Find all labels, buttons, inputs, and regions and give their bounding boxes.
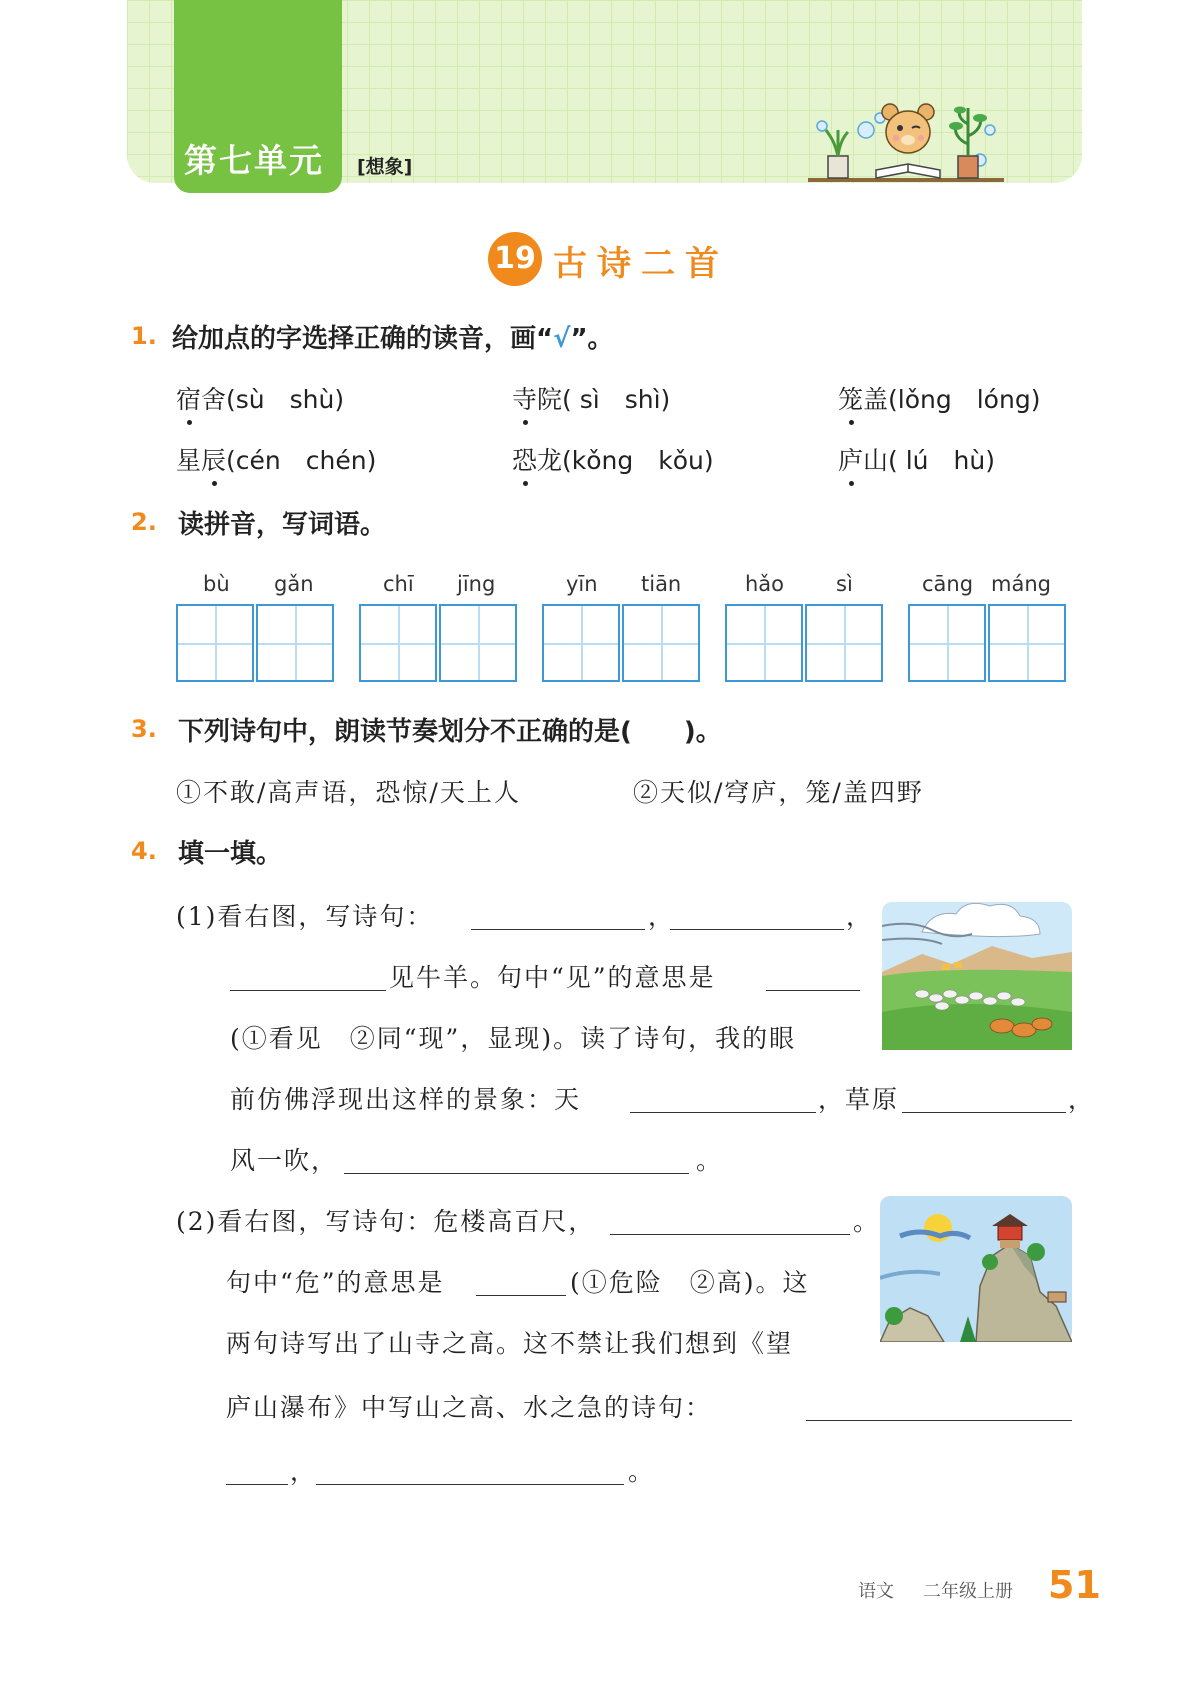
q4-1-line5: 风一吹， [230, 1146, 339, 1175]
q4-1-line4-grass: ，草原 [818, 1085, 900, 1114]
pinyin-bu: bù [203, 572, 230, 596]
footer-grade: 二年级上册 [923, 1581, 1013, 1602]
pinyin-jing: jīng [457, 572, 496, 596]
q1-item-longgai: 笼盖(lǒng lóng) [838, 385, 1041, 414]
answer-blank[interactable] [630, 1112, 816, 1113]
pinyin-si: sì [836, 572, 853, 596]
pinyin-hao: hǎo [745, 572, 785, 596]
answer-blank[interactable] [610, 1234, 850, 1235]
q4-1-comma: ， [648, 902, 676, 931]
q4-2-line5-comma: ， [290, 1457, 318, 1486]
q4-1-line4-comma: ， [1068, 1085, 1096, 1114]
q3-option-2: ②天似/穹庐，笼/盖四野 [633, 778, 924, 807]
writing-box[interactable] [542, 604, 620, 682]
lesson-number-badge: 19 [488, 232, 542, 286]
q1-item-konglong: 恐龙(kǒng kǒu) [512, 446, 714, 475]
writing-box[interactable] [176, 604, 254, 682]
answer-blank[interactable] [902, 1112, 1066, 1113]
q4-1-line2: 见牛羊。句中“见”的意思是 [389, 963, 716, 992]
pinyin-gan: gǎn [274, 572, 314, 596]
unit-title: 第七单元 [184, 141, 324, 180]
answer-blank[interactable] [344, 1173, 689, 1174]
grassland-cattle-sheep-image [882, 902, 1072, 1050]
pinyin-tian: tiān [641, 572, 682, 596]
writing-box[interactable] [359, 604, 437, 682]
answer-blank[interactable] [670, 929, 844, 930]
q4-2-line2: 句中“危”的意思是 [226, 1268, 445, 1297]
answer-blank[interactable] [766, 990, 860, 991]
q1-item-lushan: 庐山( lú hù) [838, 446, 995, 475]
q3-option-1: ①不敢/高声语，恐惊/天上人 [176, 778, 521, 807]
mountain-temple-image [880, 1196, 1072, 1342]
q2-prompt: 读拼音，写词语。 [178, 510, 387, 540]
q4-1-line5-period: 。 [696, 1146, 724, 1175]
answer-blank[interactable] [806, 1420, 1072, 1421]
writing-box[interactable] [622, 604, 700, 682]
q1-prompt: 给加点的字选择正确的读音，画“√”。 [172, 324, 614, 354]
writing-box[interactable] [805, 604, 883, 682]
bear-reading-illustration [808, 100, 1008, 184]
pinyin-mang: máng [991, 572, 1051, 596]
page-number: 51 [1048, 1563, 1101, 1607]
q2-number: 2. [131, 508, 157, 536]
q3-number: 3. [131, 715, 157, 743]
q1-item-xingchen: 星辰(cén chén) [176, 446, 377, 475]
answer-blank[interactable] [226, 1484, 288, 1485]
answer-blank[interactable] [476, 1295, 566, 1296]
q4-number: 4. [131, 837, 157, 865]
writing-box[interactable] [256, 604, 334, 682]
writing-box[interactable] [439, 604, 517, 682]
q1-number: 1. [131, 322, 157, 350]
lesson-title: 古诗二首 [553, 244, 729, 284]
q1-item-siyuan: 寺院( sì shì) [512, 385, 671, 414]
writing-box[interactable] [725, 604, 803, 682]
q4-2-line2-options: (①危险 ②高)。这 [570, 1268, 810, 1297]
q4-prompt: 填一填。 [178, 839, 283, 869]
q4-2-line3: 两句诗写出了山寺之高。这不禁让我们想到《望 [226, 1329, 794, 1358]
q4-1-line4: 前仿佛浮现出这样的景象：天 [230, 1085, 582, 1114]
unit-theme: [想象] [357, 156, 413, 178]
q4-1-line1: (1)看右图，写诗句： [176, 902, 434, 931]
q4-2-line1: (2)看右图，写诗句：危楼高百尺， [176, 1207, 596, 1236]
pinyin-yin: yīn [566, 572, 598, 596]
q1-item-susu: 宿舍(sù shù) [176, 385, 345, 414]
writing-box[interactable] [988, 604, 1066, 682]
q4-2-line5-period: 。 [628, 1457, 656, 1486]
q4-2-line1-period: 。 [853, 1207, 881, 1236]
pinyin-chi: chī [383, 572, 414, 596]
q4-2-line4: 庐山瀑布》中写山之高、水之急的诗句： [226, 1393, 713, 1422]
answer-blank[interactable] [316, 1484, 624, 1485]
q3-prompt: 下列诗句中，朗读节奏划分不正确的是( )。 [178, 717, 722, 747]
footer-subject: 语文 [858, 1581, 894, 1602]
writing-box[interactable] [908, 604, 986, 682]
q4-1-line3: (①看见 ②同“现”，显现)。读了诗句，我的眼 [230, 1024, 797, 1053]
pinyin-cang: cāng [922, 572, 974, 596]
answer-blank[interactable] [471, 929, 645, 930]
answer-blank[interactable] [230, 990, 386, 991]
q4-1-comma: ， [846, 902, 874, 931]
